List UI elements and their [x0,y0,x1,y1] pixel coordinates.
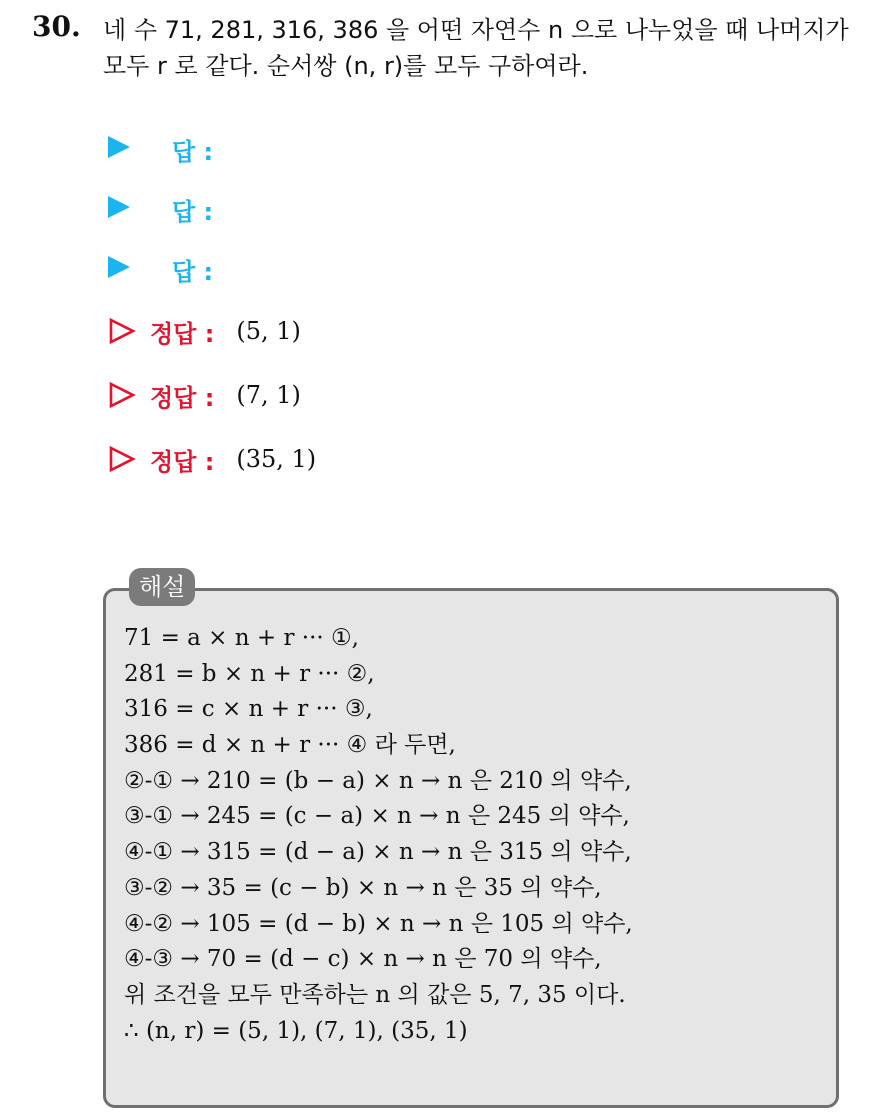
play-arrow-icon [108,256,130,278]
correct-value: (7, 1) [236,381,301,409]
solution-line: 위 조건을 모두 만족하는 n 의 값은 5, 7, 35 이다. [124,981,626,1008]
solution-line: ④-① → 315 = (d − a) × n → n 은 315 의 약수, [124,839,632,866]
outline-triangle-icon [108,381,136,409]
solution-lines [124,621,824,1049]
correct-value: (35, 1) [236,445,317,473]
answer-label: 답 : [172,138,214,166]
answer-blank-3 [108,250,214,286]
solution-line: 386 = d × n + r ··· ④ 라 두면, [124,732,456,759]
answer-label: 답 : [172,198,214,226]
solution-line: ④-③ → 70 = (d − c) × n → n 은 70 의 약수, [124,946,602,973]
solution-line: 71 = a × n + r ··· ①, [124,625,359,651]
correct-label: 정답 : [150,319,215,348]
solution-line: ∴ (n, r) = (5, 1), (7, 1), (35, 1) [124,1017,468,1044]
play-arrow-icon [108,136,130,158]
outline-triangle-icon [108,317,136,345]
correct-answer-1 [108,314,301,348]
solution-line: ③-② → 35 = (c − b) × n → n 은 35 의 약수, [124,874,602,901]
correct-value: (5, 1) [236,317,301,345]
solution-tab: 해설 [129,568,195,606]
solution-line: ②-① → 210 = (b − a) × n → n 은 210 의 약수, [124,767,632,794]
correct-answer-3 [108,442,316,476]
solution-line: ④-② → 105 = (d − b) × n → n 은 105 의 약수, [124,910,633,937]
outline-triangle-icon [108,445,136,473]
play-arrow-icon [108,196,130,218]
answer-blank-1 [108,130,214,166]
correct-label: 정답 : [150,447,215,476]
correct-answer-2 [108,378,301,412]
answer-blank-2 [108,190,214,226]
question-text: 네 수 71, 281, 316, 386 을 어떤 자연수 n 으로 나누었을 때 나머지가 모두 r 로 같다. 순서쌍 (n, r)를 모두 구하여라. [103,16,849,80]
correct-label: 정답 : [150,383,215,412]
solution-line: ③-① → 245 = (c − a) × n → n 은 245 의 약수, [124,803,630,830]
question-number: 30. [32,10,81,43]
answer-label: 답 : [172,258,214,286]
solution-line: 281 = b × n + r ··· ②, [124,660,375,687]
solution-line: 316 = c × n + r ··· ③, [124,696,373,723]
